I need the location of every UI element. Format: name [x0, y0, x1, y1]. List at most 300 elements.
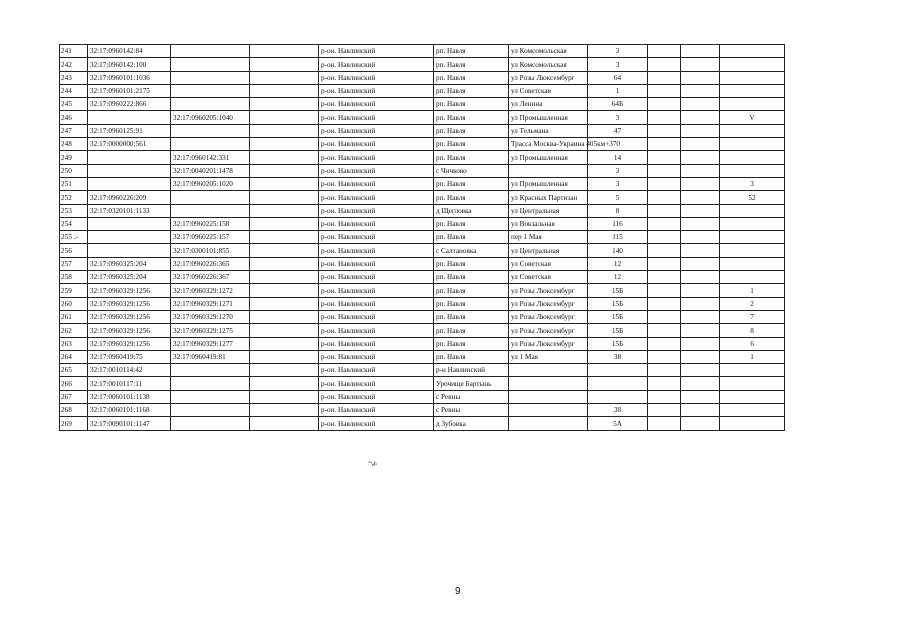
cell-cadastral-number: 32:17:0010114:42 [88, 364, 171, 377]
cell-building-cadastral-number [171, 204, 250, 217]
cell-row-number: 254 [60, 217, 88, 230]
cell-settlement: д Зубовка [434, 417, 509, 430]
table-row [60, 151, 785, 164]
cell-settlement: рп. Навля [434, 310, 509, 323]
cell-extra-cadastral [250, 417, 319, 430]
cell-cadastral-number: 32:17:0960142:84 [88, 45, 171, 58]
cell-district: р-он. Навлинский [319, 58, 434, 71]
cell-cadastral-number: 32:17:0960329:1256 [88, 284, 171, 297]
cell-col-10 [681, 377, 720, 390]
cell-extra-cadastral [250, 204, 319, 217]
cell-settlement: рп. Навля [434, 191, 509, 204]
cell-settlement: рп. Навля [434, 284, 509, 297]
cell-col-9 [648, 177, 681, 190]
cell-cadastral-number [88, 164, 171, 177]
table-row [60, 417, 785, 430]
cell-col-9 [648, 204, 681, 217]
cell-row-number: 250 [60, 164, 88, 177]
cell-building-cadastral-number [171, 84, 250, 97]
cell-cadastral-number: 32:17:0960222:866 [88, 98, 171, 111]
cell-row-number: 252 [60, 191, 88, 204]
cell-house-number: 12 [588, 257, 648, 270]
cell-street: ул Советская [509, 271, 588, 284]
cell-col-10 [681, 98, 720, 111]
cell-building-cadastral-number [171, 191, 250, 204]
cell-house-number: 15Б [588, 284, 648, 297]
cell-row-number: 260 [60, 297, 88, 310]
cell-building-cadastral-number: 32:17:0960205:1020 [171, 177, 250, 190]
cell-row-number: 251 [60, 177, 88, 190]
cell-row-number: 255 .- [60, 231, 88, 244]
cell-extra-cadastral [250, 244, 319, 257]
cell-street [509, 390, 588, 403]
cell-house-number: 3 [588, 45, 648, 58]
cell-cadastral-number: 32:17:0090101:1147 [88, 417, 171, 430]
cell-building-cadastral-number: 32:17:0960419:81 [171, 350, 250, 363]
cell-col-10 [681, 177, 720, 190]
cell-col-10 [681, 284, 720, 297]
cell-row-number: 262 [60, 324, 88, 337]
cell-col-10 [681, 45, 720, 58]
cell-settlement: рп. Навля [434, 324, 509, 337]
cell-cadastral-number: 32:17:0010117:11 [88, 377, 171, 390]
cell-cadastral-number: 32:17:0960329:1256 [88, 324, 171, 337]
table-row [60, 58, 785, 71]
cell-street: ул Советская [509, 84, 588, 97]
cell-building-cadastral-number [171, 45, 250, 58]
cell-col-9 [648, 364, 681, 377]
cell-col-11: 2 [720, 297, 785, 310]
cell-cadastral-number [88, 111, 171, 124]
cell-col-9 [648, 310, 681, 323]
cell-street: ул Комсомольская [509, 58, 588, 71]
cell-col-9 [648, 244, 681, 257]
cell-col-10 [681, 84, 720, 97]
cell-district: р-он. Навлинский [319, 191, 434, 204]
cell-building-cadastral-number: 32:17:0960225:158 [171, 217, 250, 230]
cell-house-number [588, 377, 648, 390]
cell-street: ул Розы Люксембург [509, 297, 588, 310]
cell-extra-cadastral [250, 151, 319, 164]
cell-street: ул Розы Люксембург [509, 284, 588, 297]
cell-house-number: 64 [588, 71, 648, 84]
cell-col-9 [648, 257, 681, 270]
cell-house-number: 1 [588, 84, 648, 97]
cell-col-11 [720, 58, 785, 71]
cell-house-number: 5А [588, 417, 648, 430]
cell-col-9 [648, 297, 681, 310]
cell-district: р-он. Навлинский [319, 231, 434, 244]
cell-street [509, 417, 588, 430]
cell-street: ул 1 Мая [509, 350, 588, 363]
cell-col-9 [648, 284, 681, 297]
cell-row-number: 241 [60, 45, 88, 58]
table-row [60, 337, 785, 350]
cell-extra-cadastral [250, 84, 319, 97]
cell-col-11 [720, 364, 785, 377]
cell-house-number: 5 [588, 191, 648, 204]
cell-col-9 [648, 84, 681, 97]
cell-building-cadastral-number: 32:17:0960329:1272 [171, 284, 250, 297]
cell-col-10 [681, 191, 720, 204]
cell-district: р-он. Навлинский [319, 271, 434, 284]
table-row [60, 377, 785, 390]
cell-col-10 [681, 138, 720, 151]
cell-col-9 [648, 71, 681, 84]
cell-house-number: 15Б [588, 324, 648, 337]
cell-col-11: 1 [720, 284, 785, 297]
cell-col-11 [720, 404, 785, 417]
cell-col-11: 7 [720, 310, 785, 323]
cell-extra-cadastral [250, 310, 319, 323]
cell-col-9 [648, 217, 681, 230]
table-row [60, 204, 785, 217]
cell-col-11 [720, 151, 785, 164]
cell-cadastral-number: 32:17:0960142:100 [88, 58, 171, 71]
cell-building-cadastral-number [171, 404, 250, 417]
table-row [60, 244, 785, 257]
cell-building-cadastral-number [171, 71, 250, 84]
cell-col-9 [648, 164, 681, 177]
cell-extra-cadastral [250, 337, 319, 350]
cell-row-number: 244 [60, 84, 88, 97]
cell-district: р-он. Навлинский [319, 138, 434, 151]
cell-building-cadastral-number [171, 390, 250, 403]
table-row [60, 350, 785, 363]
cell-settlement: рп. Навля [434, 257, 509, 270]
table-row [60, 217, 785, 230]
cell-house-number: 14 [588, 151, 648, 164]
cell-row-number: 242 [60, 58, 88, 71]
cell-district: р-он. Навлинский [319, 71, 434, 84]
cell-col-11 [720, 98, 785, 111]
cell-street: ул Ленина [509, 98, 588, 111]
cell-col-9 [648, 337, 681, 350]
cell-row-number: 247 [60, 124, 88, 137]
cell-col-10 [681, 417, 720, 430]
cell-row-number: 264 [60, 350, 88, 363]
cell-extra-cadastral [250, 98, 319, 111]
cell-district: р-он. Навлинский [319, 45, 434, 58]
cell-row-number: 267 [60, 390, 88, 403]
cell-house-number: 47 [588, 124, 648, 137]
cell-col-11 [720, 271, 785, 284]
cell-col-9 [648, 58, 681, 71]
cell-house-number: 8 [588, 204, 648, 217]
cell-row-number: 249 [60, 151, 88, 164]
cell-col-11 [720, 124, 785, 137]
cell-street [509, 164, 588, 177]
cell-extra-cadastral [250, 191, 319, 204]
cell-col-11 [720, 377, 785, 390]
cell-row-number: 257 [60, 257, 88, 270]
cell-col-9 [648, 111, 681, 124]
cell-street: ул Розы Люксембург [509, 310, 588, 323]
cell-extra-cadastral [250, 284, 319, 297]
cell-col-9 [648, 45, 681, 58]
cell-building-cadastral-number [171, 364, 250, 377]
cell-house-number: 15Б [588, 297, 648, 310]
cell-building-cadastral-number: 32:17:0960329:1277 [171, 337, 250, 350]
cell-col-10 [681, 58, 720, 71]
cell-district: р-он. Навлинский [319, 164, 434, 177]
cell-district: р-он. Навлинский [319, 390, 434, 403]
cell-row-number: 266 [60, 377, 88, 390]
table-row [60, 124, 785, 137]
cell-col-10 [681, 404, 720, 417]
cell-district: р-он. Навлинский [319, 324, 434, 337]
cell-house-number: 38 [588, 404, 648, 417]
cell-col-9 [648, 377, 681, 390]
cell-extra-cadastral [250, 71, 319, 84]
cell-district: р-он. Навлинский [319, 124, 434, 137]
cell-settlement: рп. Навля [434, 58, 509, 71]
cell-street [509, 404, 588, 417]
cell-row-number: 259 [60, 284, 88, 297]
cell-settlement: Урочище Бартынь [434, 377, 509, 390]
cell-settlement: рп. Навля [434, 350, 509, 363]
cell-settlement: рп. Навля [434, 337, 509, 350]
cell-street: ул Советская [509, 257, 588, 270]
cell-cadastral-number: 32:17:0320101:1133 [88, 204, 171, 217]
cell-district: р-он. Навлинский [319, 98, 434, 111]
cell-settlement: с Чичково [434, 164, 509, 177]
cell-col-10 [681, 151, 720, 164]
cell-col-10 [681, 350, 720, 363]
cell-row-number: 245 [60, 98, 88, 111]
cell-col-10 [681, 271, 720, 284]
cell-settlement: р-н Навлинский [434, 364, 509, 377]
cell-row-number: 248 [60, 138, 88, 151]
cell-cadastral-number: 32:17:0960325:204 [88, 271, 171, 284]
cell-street: ул Комсомольская [509, 45, 588, 58]
cell-col-11 [720, 71, 785, 84]
cell-district: р-он. Навлинский [319, 364, 434, 377]
cell-cadastral-number [88, 151, 171, 164]
table-body [60, 45, 785, 431]
cell-extra-cadastral [250, 350, 319, 363]
cell-extra-cadastral [250, 124, 319, 137]
cell-cadastral-number: 32:17:0960329:1256 [88, 297, 171, 310]
cell-building-cadastral-number [171, 124, 250, 137]
cell-row-number: 243 [60, 71, 88, 84]
cell-cadastral-number [88, 177, 171, 190]
cell-district: р-он. Навлинский [319, 377, 434, 390]
cell-row-number: 258 [60, 271, 88, 284]
cell-settlement: рп. Навля [434, 138, 509, 151]
cell-building-cadastral-number [171, 138, 250, 151]
cell-col-11 [720, 417, 785, 430]
cell-cadastral-number: 32:17:0000000:561 [88, 138, 171, 151]
cell-settlement: рп. Навля [434, 111, 509, 124]
cell-cadastral-number: 32:17:0960329:1256 [88, 310, 171, 323]
cell-district: р-он. Навлинский [319, 84, 434, 97]
cell-street: ул Розы Люксембург [509, 71, 588, 84]
cell-settlement: рп. Навля [434, 297, 509, 310]
cell-col-10 [681, 257, 720, 270]
cell-extra-cadastral [250, 364, 319, 377]
cell-settlement: д Щегловка [434, 204, 509, 217]
cell-house-number: 3 [588, 164, 648, 177]
cell-col-10 [681, 337, 720, 350]
cell-settlement: с Ревны [434, 390, 509, 403]
cell-extra-cadastral [250, 297, 319, 310]
cell-col-11 [720, 257, 785, 270]
cell-settlement: рп. Навля [434, 177, 509, 190]
cell-cadastral-number: 32:17:0960329:1256 [88, 337, 171, 350]
cell-extra-cadastral [250, 45, 319, 58]
table-row [60, 364, 785, 377]
cell-cadastral-number: 32:17:0960419:75 [88, 350, 171, 363]
cell-street: ул Розы Люксембург [509, 324, 588, 337]
cell-house-number: 15Б [588, 337, 648, 350]
cell-extra-cadastral [250, 404, 319, 417]
cell-district: р-он. Навлинский [319, 337, 434, 350]
cell-district: р-он. Навлинский [319, 177, 434, 190]
cell-house-number: 3 [588, 111, 648, 124]
cell-col-11: 52 [720, 191, 785, 204]
cell-cadastral-number: 32:17:0060101:1138 [88, 390, 171, 403]
cell-col-11 [720, 45, 785, 58]
cell-col-11 [720, 390, 785, 403]
cell-col-9 [648, 350, 681, 363]
cell-col-10 [681, 297, 720, 310]
cell-house-number: 38 [588, 350, 648, 363]
cell-building-cadastral-number: 32:17:0960329:1275 [171, 324, 250, 337]
cell-building-cadastral-number: 32:17:0960225:157 [171, 231, 250, 244]
cell-street: Трасса Москва-Украина 405км+370 [509, 138, 588, 151]
cell-col-9 [648, 271, 681, 284]
cell-settlement: рп. Навля [434, 271, 509, 284]
cell-extra-cadastral [250, 377, 319, 390]
cell-col-11: 8 [720, 324, 785, 337]
cell-street: ул Промышленная [509, 151, 588, 164]
cell-district: р-он. Навлинский [319, 151, 434, 164]
table-row [60, 390, 785, 403]
cell-col-11 [720, 164, 785, 177]
cell-col-10 [681, 111, 720, 124]
cell-district: р-он. Навлинский [319, 417, 434, 430]
cell-col-10 [681, 324, 720, 337]
cell-col-11 [720, 244, 785, 257]
cell-settlement: рп. Навля [434, 98, 509, 111]
cell-col-11: 3 [720, 177, 785, 190]
cell-district: р-он. Навлинский [319, 350, 434, 363]
cell-street: ул Промышленная [509, 177, 588, 190]
table-row [60, 271, 785, 284]
cell-col-9 [648, 324, 681, 337]
cell-col-10 [681, 364, 720, 377]
table-row [60, 297, 785, 310]
cell-building-cadastral-number [171, 417, 250, 430]
cell-cadastral-number: 32:17:0960101:2175 [88, 84, 171, 97]
cell-settlement: рп. Навля [434, 124, 509, 137]
cell-extra-cadastral [250, 177, 319, 190]
table-row [60, 310, 785, 323]
cell-street: ул Центральная [509, 204, 588, 217]
cell-col-10 [681, 310, 720, 323]
cell-street [509, 377, 588, 390]
cell-settlement: рп. Навля [434, 217, 509, 230]
table-row [60, 404, 785, 417]
cell-col-11 [720, 231, 785, 244]
cell-extra-cadastral [250, 271, 319, 284]
cell-col-10 [681, 217, 720, 230]
cell-col-9 [648, 191, 681, 204]
table-row [60, 257, 785, 270]
cell-district: р-он. Навлинский [319, 257, 434, 270]
cell-building-cadastral-number: 32:17:0960329:1270 [171, 310, 250, 323]
cell-house-number: 15Б [588, 310, 648, 323]
cell-building-cadastral-number: 32:17:0960226:365 [171, 257, 250, 270]
cell-extra-cadastral [250, 390, 319, 403]
cell-col-10 [681, 390, 720, 403]
cell-col-9 [648, 417, 681, 430]
cell-col-9 [648, 138, 681, 151]
cell-col-10 [681, 204, 720, 217]
cell-cadastral-number [88, 231, 171, 244]
cell-col-11: V [720, 111, 785, 124]
cell-settlement: с Ревны [434, 404, 509, 417]
cell-cadastral-number: 32:17:0960125:91 [88, 124, 171, 137]
cell-extra-cadastral [250, 111, 319, 124]
cell-col-9 [648, 98, 681, 111]
cell-extra-cadastral [250, 58, 319, 71]
cell-district: р-он. Навлинский [319, 310, 434, 323]
cell-house-number [588, 364, 648, 377]
registry-table [59, 44, 785, 431]
cell-building-cadastral-number: 32:17:0300101:855 [171, 244, 250, 257]
cell-settlement: с Салтановка [434, 244, 509, 257]
cell-extra-cadastral [250, 138, 319, 151]
cell-street: ул Промышленная [509, 111, 588, 124]
cell-col-10 [681, 231, 720, 244]
cell-row-number: 263 [60, 337, 88, 350]
cell-street: ул Вокзальная [509, 217, 588, 230]
cell-building-cadastral-number: 32:17:0960226:367 [171, 271, 250, 284]
cell-house-number: 116 [588, 217, 648, 230]
cell-district: р-он. Навлинский [319, 244, 434, 257]
cell-col-10 [681, 164, 720, 177]
cell-cadastral-number: 32:17:0960325:204 [88, 257, 171, 270]
cell-house-number: 3 [588, 177, 648, 190]
cell-building-cadastral-number [171, 58, 250, 71]
cell-extra-cadastral [250, 217, 319, 230]
cell-street: ул Розы Люксембург [509, 337, 588, 350]
cell-district: р-он. Навлинский [319, 204, 434, 217]
cell-extra-cadastral [250, 324, 319, 337]
cell-col-10 [681, 124, 720, 137]
cell-district: р-он. Навлинский [319, 404, 434, 417]
cell-house-number: 64Б [588, 98, 648, 111]
cell-col-11 [720, 204, 785, 217]
table-row [60, 71, 785, 84]
cell-district: р-он. Навлинский [319, 111, 434, 124]
cell-settlement: рп. Навля [434, 231, 509, 244]
cell-street [509, 364, 588, 377]
cell-row-number: 265 [60, 364, 88, 377]
cell-street: ул Красных Партизан [509, 191, 588, 204]
cell-col-11: 1 [720, 350, 785, 363]
table-row [60, 177, 785, 190]
table-row [60, 138, 785, 151]
cell-settlement: рп. Навля [434, 84, 509, 97]
cell-cadastral-number [88, 217, 171, 230]
handwritten-mark: ~ᵧₐₕ [368, 458, 377, 467]
cell-district: р-он. Навлинский [319, 297, 434, 310]
cell-district: р-он. Навлинский [319, 217, 434, 230]
cell-house-number: 140 [588, 244, 648, 257]
